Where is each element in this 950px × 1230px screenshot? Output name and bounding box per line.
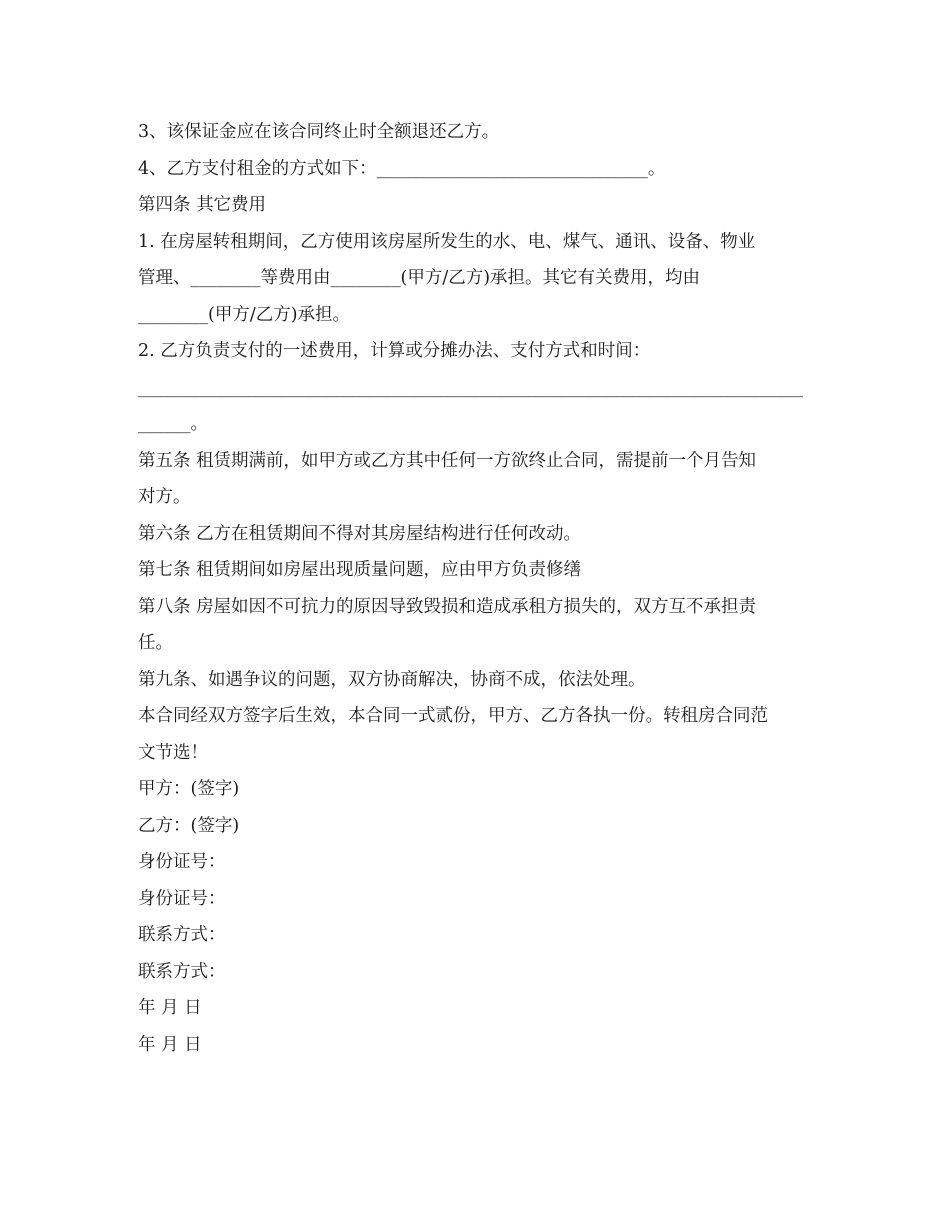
party-a-id-number: 身份证号： <box>138 852 226 872</box>
article-4-item-2-blank: ____________________________________________________________________________ <box>138 377 803 398</box>
party-b-date: 年 月 日 <box>138 1034 202 1055</box>
party-a-contact: 联系方式： <box>138 925 226 945</box>
effectiveness-line-2: 文节选！ <box>138 742 208 763</box>
article-7: 第七条 租赁期间如房屋出现质量问题，应由甲方负责修缮 <box>138 560 582 580</box>
article-6: 第六条 乙方在租赁期间不得对其房屋结构进行任何改动。 <box>138 523 582 544</box>
article-4-item-2-blank-end: ______。 <box>138 414 208 434</box>
article-8-line-2: 任。 <box>138 633 173 653</box>
article-4-item-1-line-1: 1. 在房屋转租期间，乙方使用该房屋所发生的水、电、煤气、通讯、设备、物业 <box>138 231 756 252</box>
document-page <box>138 114 814 1063</box>
clause-4-rent-payment-method: 4、乙方支付租金的方式如下：_______________________________。 <box>138 158 666 179</box>
party-a-signature: 甲方：(签字) <box>138 779 240 799</box>
party-b-contact: 联系方式： <box>138 961 226 982</box>
article-4-heading: 第四条 其它费用 <box>138 195 267 215</box>
article-4-item-1-line-2: 管理、________等费用由________(甲方/乙方)承担。其它有关费用，均由 <box>138 268 701 288</box>
article-8-line-1: 第八条 房屋如因不可抗力的原因导致毁损和造成承租方损失的，双方互不承担责 <box>138 596 757 617</box>
article-4-item-1-line-3: ________(甲方/乙方)承担。 <box>138 304 351 325</box>
party-b-id-number: 身份证号： <box>138 888 226 909</box>
article-9: 第九条、如遇争议的问题，双方协商解决，协商不成，依法处理。 <box>138 669 646 690</box>
article-4-item-2-line-1: 2. 乙方负责支付的一述费用，计算或分摊办法、支付方式和时间： <box>138 341 651 361</box>
article-5-line-2: 对方。 <box>138 487 191 507</box>
effectiveness-line-1: 本合同经双方签字后生效，本合同一式贰份，甲方、乙方各执一份。转租房合同范 <box>138 706 768 726</box>
article-5-line-1: 第五条 租赁期满前，如甲方或乙方其中任何一方欲终止合同，需提前一个月告知 <box>138 450 757 471</box>
party-a-date: 年 月 日 <box>138 998 202 1018</box>
party-b-signature: 乙方：(签字) <box>138 815 240 836</box>
clause-3-deposit-refund: 3、该保证金应在该合同终止时全额退还乙方。 <box>138 122 500 142</box>
